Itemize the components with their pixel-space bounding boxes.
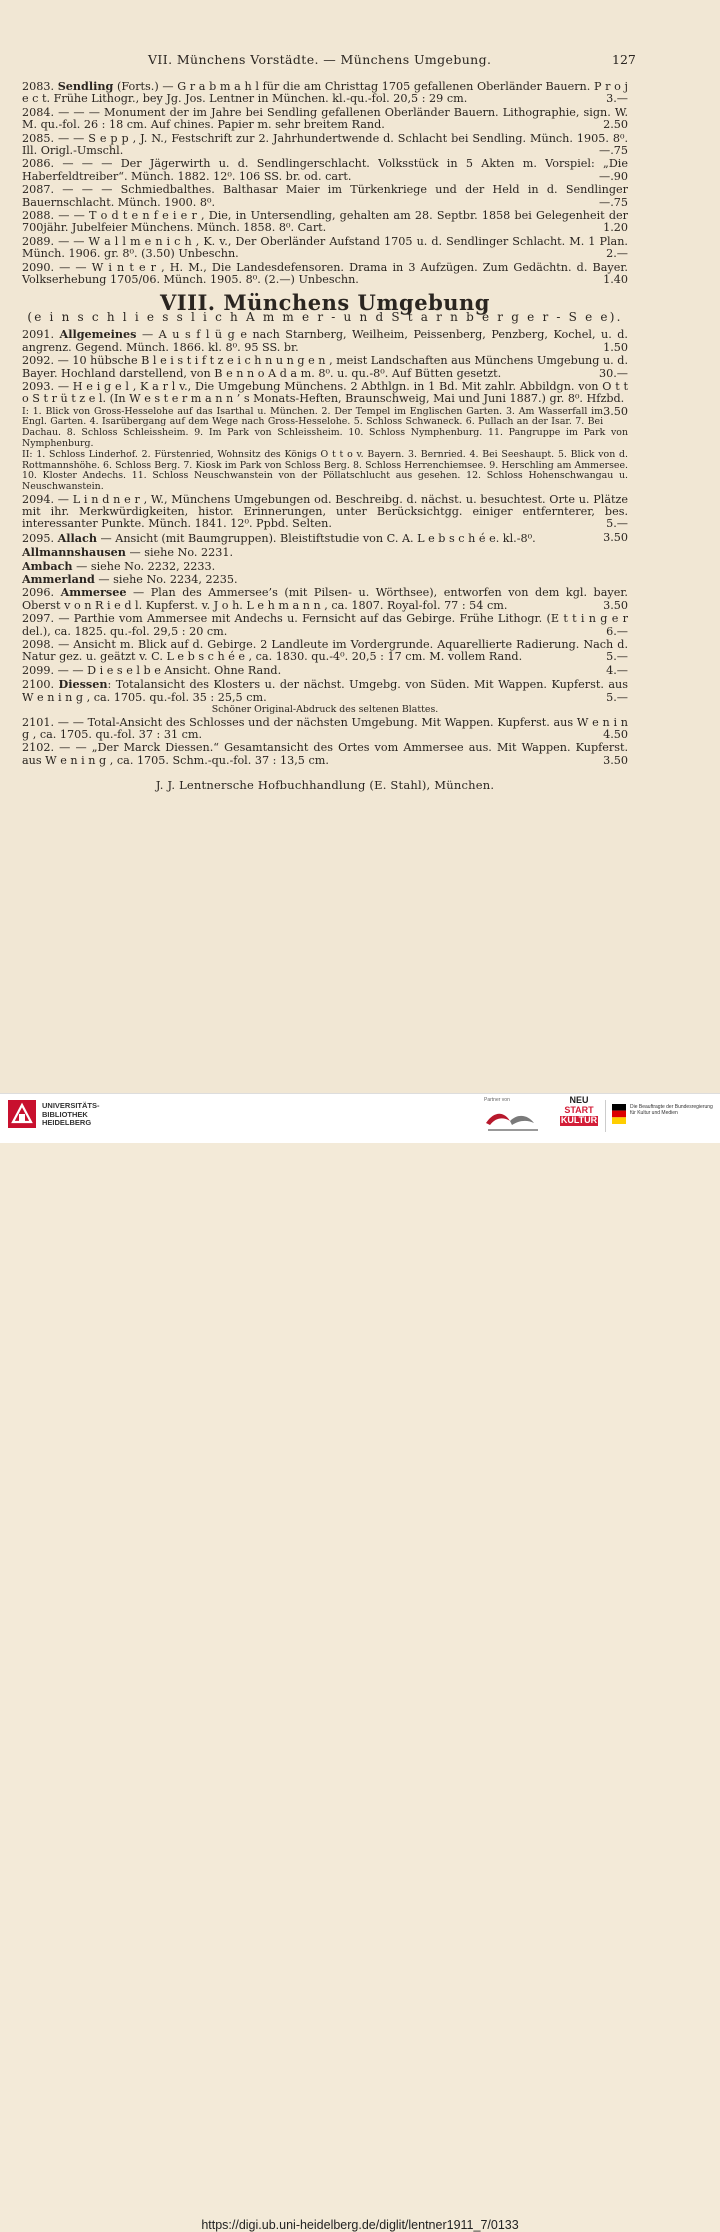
print-note: Schöner Original-Abdruck des seltenen Blattes.	[211, 704, 439, 715]
entry-number: 2089.	[22, 234, 55, 248]
entry-text: — 10 hübsche B l e i s t i f t z e i c h n u n g e n , meist Landschaften aus Münchens Umgebung u. d. Bayer. Hochland darstellend, von B e n n o A d a m. 8⁰. u. qu.-8⁰. Auf Bütten gesetzt.	[22, 354, 629, 380]
catalog-entry	[22, 80, 628, 106]
ref-keyword: Ammerland	[22, 571, 95, 586]
source-url-link[interactable]: https://digi.ub.uni-heidelberg.de/diglit/lentner1911_7/0133	[201, 2218, 519, 2232]
ub-heidelberg-logo[interactable]	[8, 1100, 158, 1130]
entry-keyword: Ammersee	[60, 585, 127, 600]
entry-number: 2086.	[22, 157, 55, 171]
entry-number: 2098.	[22, 637, 55, 651]
catalog-entry	[22, 355, 628, 380]
ref-text: — siehe No. 2232, 2233.	[72, 559, 216, 573]
running-title: VII. Münchens Vorstädte. — Münchens Umgebung.	[148, 52, 492, 67]
catalog-entry	[22, 494, 628, 531]
entry-price: 4.50	[603, 728, 628, 741]
entry-price: —.75	[599, 144, 628, 158]
catalog-entry	[22, 742, 628, 767]
entry-price: 5.—	[606, 517, 628, 531]
entry-number: 2096.	[22, 586, 55, 600]
partner-bird-icon	[480, 1103, 560, 1137]
entry-number: 2090.	[22, 260, 55, 274]
cross-reference	[22, 573, 628, 586]
catalog-entry	[22, 379, 628, 418]
entry-number: 2099.	[22, 663, 55, 677]
entry-text: — — — Monument der im Jahre bei Sendling gefallenen Oberländer Bauern. Lithographie, sign. W. M. qu.-fol. 26 : 18 cm. Auf chines. Papier m. sehr breitem Rand.	[22, 105, 628, 132]
ref-keyword: Ambach	[22, 558, 73, 573]
entry-price: 3.—	[606, 92, 628, 106]
entries-ammersee-diessen	[22, 586, 628, 704]
catalog-entry	[22, 328, 628, 354]
entry-number: 2100.	[22, 678, 55, 692]
partner-logo	[478, 1097, 568, 1137]
entry-price: 2.—	[606, 247, 628, 261]
cross-reference	[22, 546, 628, 559]
entry-price: —.90	[599, 169, 628, 183]
entry-text: — — Total-Ansicht des Schlosses und der nächsten Umgebung. Mit Wappen. Kupferst. aus W e n i n g , ca. 1705. qu.-fol. 37 : 31 cm.	[22, 715, 628, 741]
catalog-entry	[22, 678, 628, 704]
entry-text: — — W i n t e r , H. M., Die Landesdefensoren. Drama in 3 Aufzügen. Zum Gedächtn. d. Bayer. Volkserhebung 1705/06. Münch. 1905. 8⁰. (2.—) Unbeschn.	[22, 260, 628, 287]
catalog-entry	[22, 613, 628, 638]
ref-text: — siehe No. 2231.	[125, 546, 233, 560]
entry-price: 1.20	[603, 221, 628, 235]
entry-price: 3.50	[603, 753, 628, 767]
cross-reference	[22, 560, 628, 573]
footer-logo-bar	[0, 1093, 720, 2232]
chapter-subtitle: (e i n s c h l i e s s l i c h A m m e r - u n d S t a r n b e r g e r - S e e).	[27, 309, 623, 324]
catalog-entry	[22, 236, 628, 261]
page-number: 127	[612, 52, 636, 67]
catalog-entry	[22, 532, 628, 545]
entry-price: 3.50	[603, 598, 628, 612]
entry-number: 2092.	[22, 354, 55, 368]
entry-price: 2.50	[603, 118, 628, 132]
entry-price: 1.40	[603, 273, 628, 287]
entry-text: — Plan des Ammersee’s (mit Pilsen- u. Wörthsee), entworfen von dem kgl. bayer. Oberst v o n R i e d l. Kupferst. v. J o h. L e h m a n n , ca. 1807. Royal-fol. 77 : 54 cm.	[22, 586, 628, 612]
bkm-logo	[605, 1100, 716, 1132]
entry-price: 6.—	[606, 624, 628, 638]
entry-price: 5.—	[606, 650, 628, 664]
catalog-entry	[22, 586, 628, 612]
neustart-kultur-logo	[560, 1096, 598, 1138]
entry-number: 2094.	[22, 492, 55, 506]
entry-text: — Ansicht (mit Baumgruppen). Bleistiftstudie von C. A. L e b s c h é e. kl.-8⁰.	[96, 531, 536, 545]
entry-number: 2093.	[22, 379, 55, 393]
library-emblem-icon	[8, 1100, 36, 1128]
plate-note: I: 1. Blick von Gross-Hesselohe auf das Isarthal u. München. 2. Der Tempel im Englischen Garten. 3. Am Wasserfall im Engl. Garten. 4. Isarübergang auf dem Wege nach Gross-Hesselohe. 5. Schloss Schwaneck. 6. Pullach an der Isar. 7. Bei Dachau. 8. Schloss Schleissheim. 9. Im Park von Schleissheim. 10. Schloss Nymphenburg. 11. Pangruppe im Park von Nymphenburg.	[22, 405, 628, 449]
catalog-entry	[22, 158, 628, 183]
entry-keyword: Diessen	[58, 677, 108, 692]
entry-text: — — T o d t e n f e i e r , Die, in Untersendling, gehalten am 28. Septbr. 1858 bei Gelegenheit der 700jähr. Jubelfeier Münchens. Münch. 1858. 8⁰. Cart.	[22, 209, 628, 235]
publisher-line: J. J. Lentnersche Hofbuchhandlung (E. Stahl), München.	[155, 778, 495, 793]
entry-price: 5.—	[606, 690, 628, 704]
library-name: UNIVERSITÄTS- BIBLIOTHEK HEIDELBERG	[42, 1101, 100, 1127]
page-body	[22, 80, 628, 792]
entry-price: 3.50	[603, 404, 628, 418]
entry-text: : Totalansicht des Klosters u. der nächst. Umgebg. von Süden. Mit Wappen. Kupferst. aus W e n i n g , ca. 1705. qu.-fol. 35 : 25,5 cm.	[22, 678, 628, 704]
entry-number: 2091.	[22, 328, 55, 342]
scanned-page	[0, 0, 720, 1095]
entry-text: — L i n d n e r , W., Münchens Umgebungen od. Beschreibg. d. nächst. u. besuchtest. Orte u. Plätze mit ihr. Merkwürdigkeiten, histor. Erinnerungen, unter Berücksichtgg. einiger entfernterer, bes. interessanter Punkte. Münch. 1841. 12⁰. Ppbd. Selten.	[22, 492, 628, 531]
entries-allgemeines	[22, 327, 629, 418]
entry-text: — — — Der Jägerwirth u. d. Sendlingerschlacht. Volksstück in 5 Akten m. Vorspiel: „Die Haberfeldtreiber“. Münch. 1882. 12⁰. 106 SS. br. od. cart.	[22, 157, 628, 183]
catalog-entry	[22, 262, 628, 287]
entry-text: — — „Der Marck Diessen.“ Gesamtansicht des Ortes vom Ammersee aus. Mit Wappen. Kupferst. aus W e n i n g , ca. 1705. Schm.-qu.-fol. 37 : 13,5 cm.	[22, 741, 629, 767]
entry-number: 2083.	[22, 80, 55, 93]
federal-eagle-flag-icon	[612, 1104, 626, 1124]
entry-text: — — W a l l m e n i c h , K. v., Der Oberländer Aufstand 1705 u. d. Sendlinger Schlacht. M. 1 Plan. Münch. 1906. gr. 8⁰. (3.50) Unbeschn.	[22, 234, 628, 261]
entry-price: 3.50	[603, 530, 628, 544]
plate-note: II: 1. Schloss Linderhof. 2. Fürstenried, Wohnsitz des Königs O t t o v. Bayern. 3. Bernried. 4. Bei Seeshaupt. 5. Blick von d. Rottmannshöhe. 6. Schloss Berg. 7. Kiosk im Park von Schloss Berg. 8. Schloss Herrenchiemsee. 9. Herschling am Ammersee. 10. Kloster Andechs. 11. Schloss Neuschwanstein von der Pöllatschlucht aus gesehen. 12. Schloss Hohenschwangau u. Neuschwanstein.	[22, 449, 628, 492]
entry-number: 2085.	[22, 131, 55, 145]
entry-price: 1.50	[603, 340, 628, 354]
entry-price: 30.—	[599, 366, 628, 380]
catalog-entry	[22, 107, 628, 132]
entry-text: — A u s f l ü g e nach Starnberg, Weilheim, Peissenberg, Penzberg, Kochel, u. d. angrenz. Gegend. Münch. 1866. kl. 8⁰. 95 SS. br.	[22, 328, 628, 354]
entry-text: — H e i g e l , K a r l v., Die Umgebung Münchens. 2 Abthlgn. in 1 Bd. Mit zahlr. Abbildgn. von O t t o S t r ü t z e l. (In W e s t e r m a n n ’ s Monats-Heften, Braunschweig, Mai und Juni 1887.) gr. 8⁰. Hfzbd.	[22, 379, 628, 406]
entries-diessen-more	[22, 717, 628, 768]
catalog-entry	[22, 717, 628, 742]
neustart-word-1: NEU	[569, 1095, 589, 1105]
neustart-word-2: START	[564, 1104, 594, 1115]
entry-keyword: Allgemeines	[59, 327, 137, 342]
catalog-entry	[22, 133, 628, 158]
entry-text: (Forts.) — G r a b m a h l für die am Christtag 1705 gefallenen Oberländer Bauern. P r o j e c t. Frühe Lithogr., bey Jg. Jos. Lentner in München. kl.-qu.-fol. 20,5 : 29 cm.	[22, 80, 628, 106]
entry-number: 2084.	[22, 105, 55, 119]
catalog-entry	[22, 210, 628, 235]
entry-number: 2087.	[22, 183, 55, 197]
chapter-title: VIII. Münchens Umgebung	[160, 289, 490, 315]
entry-price: —.75	[599, 195, 628, 209]
partner-label: Partner von	[484, 1097, 510, 1103]
bkm-text: Die Beauftragte der Bundesregierung für Kultur und Medien	[630, 1104, 713, 1116]
catalog-entry	[22, 639, 628, 664]
entry-number: 2097.	[22, 612, 55, 626]
entries-sendling	[22, 80, 628, 287]
entry-text: — Parthie vom Ammersee mit Andechs u. Fernsicht auf das Gebirge. Frühe Lithogr. (E t t i n g e r del.), ca. 1825. qu.-fol. 29,5 : 20 cm.	[22, 612, 628, 638]
entry-text: — — D i e s e l b e Ansicht. Ohne Rand.	[57, 663, 282, 677]
neustart-word-3: KULTUR	[560, 1115, 598, 1125]
entry-number: 2095.	[22, 531, 55, 545]
entries-lindner-allach	[22, 494, 628, 546]
entry-text: — — — Schmiedbalthes. Balthasar Maier im Türkenkriege und der Held in d. Sendlinger Bauernschlacht. Münch. 1900. 8⁰.	[22, 183, 628, 209]
entry-text: — — S e p p , J. N., Festschrift zur 2. Jahrhundertwende d. Schlacht bei Sendling. Münch. 1905. 8⁰. Ill. Origl.-Umschl.	[22, 131, 628, 158]
entry-number: 2102.	[22, 741, 55, 755]
catalog-entry	[22, 665, 628, 677]
entry-keyword: Sendling	[57, 79, 114, 93]
running-header	[0, 52, 720, 72]
entry-number: 2088.	[22, 209, 55, 223]
entry-keyword: Allach	[57, 530, 97, 545]
catalog-entry	[22, 184, 628, 209]
entry-text: — Ansicht m. Blick auf d. Gebirge. 2 Landleute im Vordergrunde. Aquarellierte Radierung. Nach d. Natur gez. u. geätzt v. C. L e b s c h é e , ca. 1830. qu.-4⁰. 20,5 : 17 cm. M. vollem Rand.	[22, 637, 628, 664]
ref-keyword: Allmannshausen	[22, 545, 126, 560]
ref-text: — siehe No. 2234, 2235.	[94, 572, 238, 586]
entry-price: 4.—	[606, 663, 628, 677]
entry-number: 2101.	[22, 715, 55, 729]
